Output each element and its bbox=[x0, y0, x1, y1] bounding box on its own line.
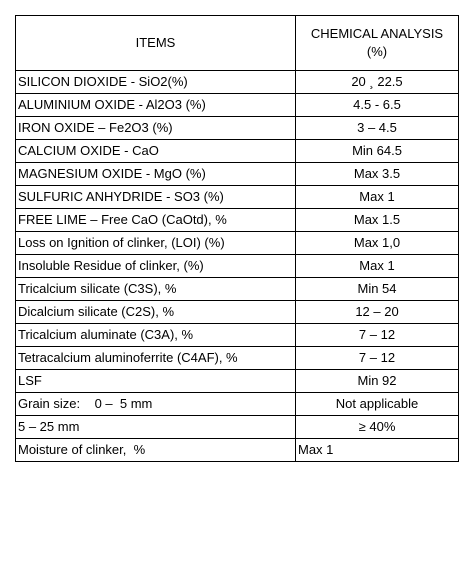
items-column-header: ITEMS bbox=[16, 16, 296, 71]
value-lsf: Min 92 bbox=[296, 370, 459, 393]
value-tetracalcium-aluminoferrite: 7 – 12 bbox=[296, 347, 459, 370]
item-tricalcium-silicate: Tricalcium silicate (C3S), % bbox=[16, 278, 296, 301]
item-magnesium-oxide: MAGNESIUM OXIDE - MgO (%) bbox=[16, 163, 296, 186]
table-row bbox=[16, 439, 459, 462]
value-sulfuric-anhydride: Max 1 bbox=[296, 186, 459, 209]
table-row bbox=[16, 186, 459, 209]
value-free-lime: Max 1.5 bbox=[296, 209, 459, 232]
item-silicon-dioxide: SILICON DIOXIDE - SiO2(%) bbox=[16, 71, 296, 94]
table-row bbox=[16, 370, 459, 393]
value-silicon-dioxide: 20 ¸ 22.5 bbox=[296, 71, 459, 94]
table-row bbox=[16, 94, 459, 117]
table-row bbox=[16, 301, 459, 324]
table-header-row bbox=[16, 16, 459, 71]
value-dicalcium-silicate: 12 – 20 bbox=[296, 301, 459, 324]
chemical-analysis-table bbox=[15, 15, 459, 462]
item-calcium-oxide: CALCIUM OXIDE - CaO bbox=[16, 140, 296, 163]
value-calcium-oxide: Min 64.5 bbox=[296, 140, 459, 163]
value-insoluble-residue: Max 1 bbox=[296, 255, 459, 278]
table-row bbox=[16, 232, 459, 255]
item-insoluble-residue: Insoluble Residue of clinker, (%) bbox=[16, 255, 296, 278]
value-loss-on-ignition: Max 1,0 bbox=[296, 232, 459, 255]
value-iron-oxide: 3 – 4.5 bbox=[296, 117, 459, 140]
value-tricalcium-silicate: Min 54 bbox=[296, 278, 459, 301]
item-sulfuric-anhydride: SULFURIC ANHYDRIDE - SO3 (%) bbox=[16, 186, 296, 209]
table-row bbox=[16, 347, 459, 370]
item-grain-size-0-5: Grain size: 0 – 5 mm bbox=[16, 393, 296, 416]
value-moisture: Max 1 bbox=[296, 439, 459, 462]
table-row bbox=[16, 71, 459, 94]
item-tetracalcium-aluminoferrite: Tetracalcium aluminoferrite (C4AF), % bbox=[16, 347, 296, 370]
item-tricalcium-aluminate: Tricalcium aluminate (C3A), % bbox=[16, 324, 296, 347]
table-row bbox=[16, 278, 459, 301]
table-row bbox=[16, 324, 459, 347]
item-free-lime: FREE LIME – Free CaO (CaOtd), % bbox=[16, 209, 296, 232]
table-row bbox=[16, 255, 459, 278]
table-row bbox=[16, 117, 459, 140]
table-row bbox=[16, 140, 459, 163]
item-lsf: LSF bbox=[16, 370, 296, 393]
value-grain-size-5-25: ≥ 40% bbox=[296, 416, 459, 439]
item-iron-oxide: IRON OXIDE – Fe2O3 (%) bbox=[16, 117, 296, 140]
table-row bbox=[16, 416, 459, 439]
table-row bbox=[16, 393, 459, 416]
value-magnesium-oxide: Max 3.5 bbox=[296, 163, 459, 186]
chemical-analysis-column-header bbox=[296, 16, 459, 71]
value-tricalcium-aluminate: 7 – 12 bbox=[296, 324, 459, 347]
table-row bbox=[16, 163, 459, 186]
item-loss-on-ignition: Loss on Ignition of clinker, (LOI) (%) bbox=[16, 232, 296, 255]
chemical-analysis-header-title: CHEMICAL ANALYSIS bbox=[310, 26, 444, 41]
table-row bbox=[16, 209, 459, 232]
item-moisture: Moisture of clinker, % bbox=[16, 439, 296, 462]
value-grain-size-0-5: Not applicable bbox=[296, 393, 459, 416]
item-dicalcium-silicate: Dicalcium silicate (C2S), % bbox=[16, 301, 296, 324]
item-aluminium-oxide: ALUMINIUM OXIDE - Al2O3 (%) bbox=[16, 94, 296, 117]
item-grain-size-5-25: 5 – 25 mm bbox=[16, 416, 296, 439]
value-aluminium-oxide: 4.5 - 6.5 bbox=[296, 94, 459, 117]
chemical-analysis-header-unit: (%) bbox=[366, 44, 388, 59]
